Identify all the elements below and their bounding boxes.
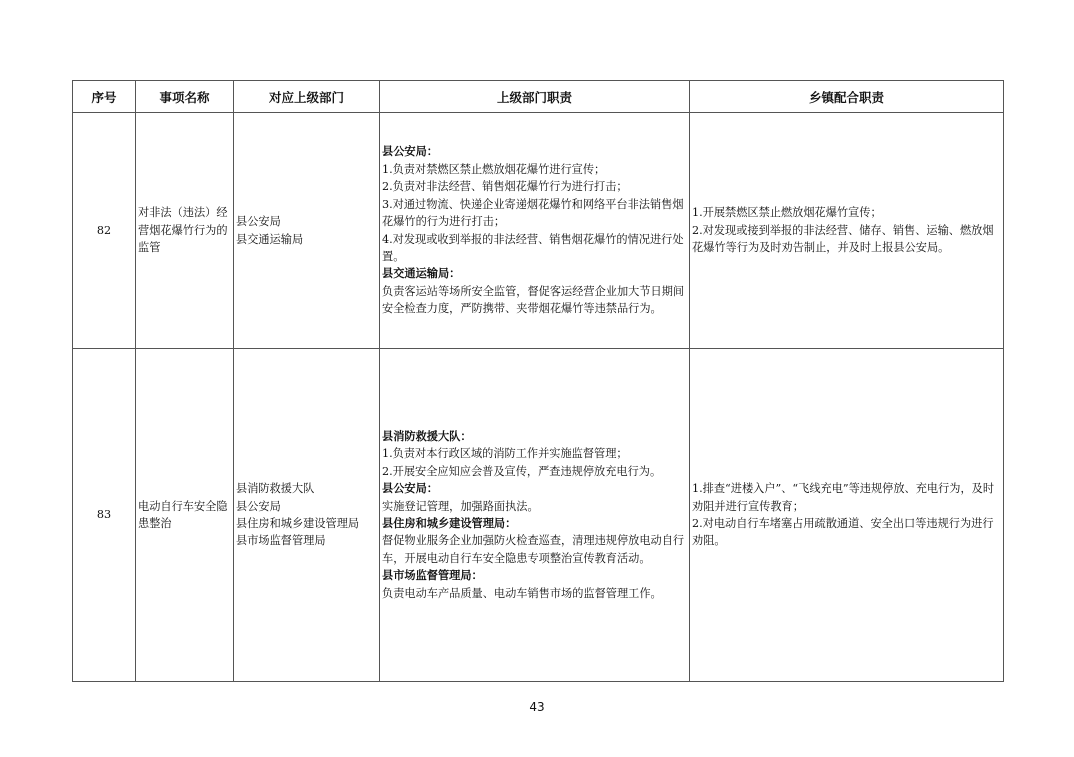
page-number: 43	[529, 700, 545, 714]
duty-line: 负责电动车产品质量、电动车销售市场的监督管理工作。	[382, 586, 662, 600]
row-number: 83	[73, 349, 136, 682]
town-duty-line: 1.排查“进楼入户”、“飞线充电”等违规停放、充电行为，及时劝阻并进行宣传教育；	[692, 482, 995, 513]
dept-list	[234, 113, 380, 349]
duty-heading: 县市场监督管理局：	[382, 569, 483, 583]
dept-item: 县市场监督管理局	[236, 534, 326, 548]
duty-line: 实施登记管理，加强路面执法。	[382, 499, 539, 513]
town-duty-cell	[690, 113, 1004, 349]
item-name: 对非法（违法）经营烟花爆竹行为的监管	[136, 113, 234, 349]
dept-item: 县消防救援大队	[236, 482, 315, 496]
header-duty: 上级部门职责	[380, 81, 690, 113]
duty-line: 4.对发现或收到举报的非法经营、销售烟花爆竹的情况进行处置。	[382, 232, 684, 263]
row-number: 82	[73, 113, 136, 349]
table-header-row	[73, 81, 1004, 113]
duty-line: 2.开展安全应知应会普及宣传，严查违规停放充电行为。	[382, 464, 662, 478]
responsibility-table	[72, 80, 1004, 682]
duty-line: 负责客运站等场所安全监管，督促客运经营企业加大节日期间安全检查力度，严防携带、夹带烟花爆竹等违禁品行为。	[382, 284, 685, 316]
duty-line: 督促物业服务企业加强防火检查巡查，清理违规停放电动自行车，开展电动自行车安全隐患专项整治宣传教育活动。	[382, 534, 685, 565]
duty-heading: 县交通运输局：	[382, 267, 461, 281]
header-town: 乡镇配合职责	[690, 81, 1004, 113]
duty-heading: 县消防救援大队：	[382, 429, 472, 443]
table-row	[73, 113, 1004, 349]
header-num: 序号	[73, 81, 136, 113]
duty-line: 2.负责对非法经营、销售烟花爆竹行为进行打击；	[382, 180, 628, 194]
dept-list	[234, 349, 380, 682]
duty-line: 1.负责对禁燃区禁止燃放烟花爆竹进行宣传；	[382, 162, 606, 176]
dept-item: 县交通运输局	[236, 232, 304, 246]
upper-duty-cell	[380, 113, 690, 349]
town-duty-line: 2.对电动自行车堵塞占用疏散通道、安全出口等违规行为进行劝阻。	[692, 517, 994, 548]
town-duty-cell	[690, 349, 1004, 682]
header-name: 事项名称	[136, 81, 234, 113]
town-duty-line: 1.开展禁燃区禁止燃放烟花爆竹宣传；	[692, 206, 882, 220]
town-duty-line: 2.对发现或接到举报的非法经营、储存、销售、运输、燃放烟花爆竹等行为及时劝告制止，并及时上报县公安局。	[692, 223, 994, 255]
duty-heading: 县公安局：	[382, 145, 438, 159]
dept-item: 县住房和城乡建设管理局	[236, 517, 360, 530]
upper-duty-cell	[380, 349, 690, 682]
header-dept: 对应上级部门	[234, 81, 380, 113]
table-row	[73, 349, 1004, 682]
dept-item: 县公安局	[236, 215, 281, 229]
duty-line: 1.负责对本行政区域的消防工作并实施监督管理；	[382, 447, 628, 461]
duty-heading: 县公安局：	[382, 482, 438, 496]
dept-item: 县公安局	[236, 499, 281, 513]
duty-heading: 县住房和城乡建设管理局：	[382, 517, 517, 530]
duty-line: 3.对通过物流、快递企业寄递烟花爆竹和网络平台非法销售烟花爆竹的行为进行打击；	[382, 197, 684, 229]
item-name: 电动自行车安全隐患整治	[136, 349, 234, 682]
